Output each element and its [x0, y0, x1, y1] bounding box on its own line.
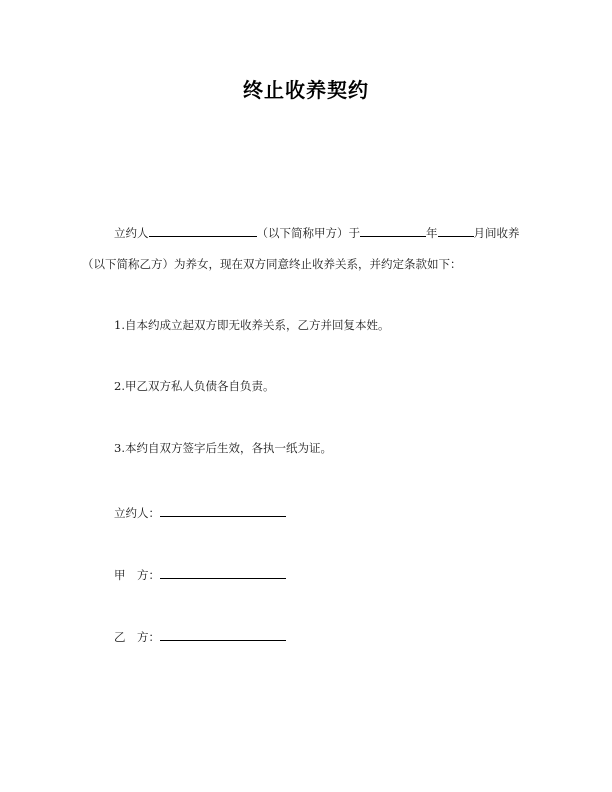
signature-row-party [114, 503, 286, 521]
intro-year-label: 年 [426, 226, 438, 240]
clause-2: 2.甲乙双方私人负债各自负责。 [114, 379, 275, 393]
party-name-blank [149, 223, 257, 237]
year-blank [360, 223, 426, 237]
signature-label-b: 乙 方： [114, 630, 160, 644]
signature-blank-a [160, 565, 286, 579]
intro-line-1 [114, 223, 520, 241]
clause-1: 1.自本约成立起双方即无收养关系，乙方并回复本姓。 [114, 318, 390, 332]
clause-3: 3.本约自双方签字后生效，各执一纸为证。 [114, 441, 332, 455]
signature-row-b [114, 627, 286, 645]
intro-month-label: 月间收养 [473, 226, 520, 240]
signature-blank-party [160, 503, 286, 517]
signature-label-party: 立约人： [114, 506, 160, 520]
intro-party-label: 立约人 [114, 226, 149, 240]
intro-line-2: （以下简称乙方）为养女，现在双方同意终止收养关系，并约定条款如下： [82, 257, 462, 271]
document-title: 终止收养契约 [243, 78, 369, 102]
signature-row-a [114, 565, 286, 583]
signature-blank-b [160, 627, 286, 641]
intro-party-alias: （以下简称甲方）于 [256, 226, 360, 240]
signature-label-a: 甲 方： [114, 568, 160, 582]
month-blank [438, 223, 474, 237]
